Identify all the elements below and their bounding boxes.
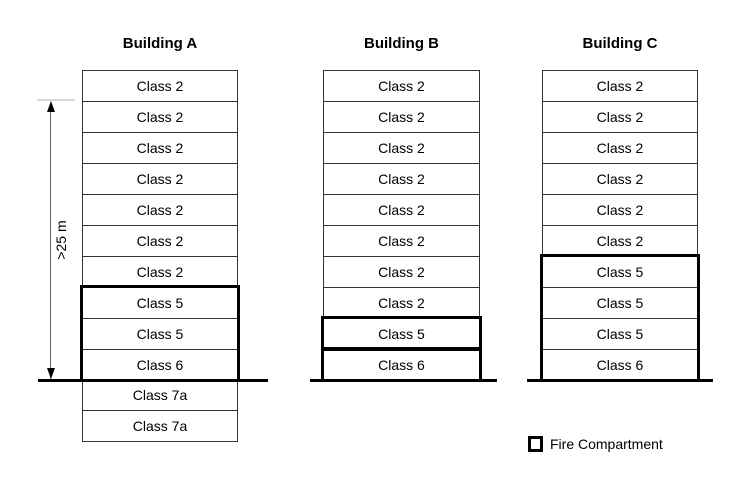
floor-label: Class 2 xyxy=(596,140,644,156)
floor-row xyxy=(324,195,479,226)
legend-label: Fire Compartment xyxy=(550,436,663,452)
floor-label: Class 2 xyxy=(136,171,184,187)
floor-label: Class 2 xyxy=(136,78,184,94)
floor-label: Class 5 xyxy=(136,326,184,342)
building-b-floor-stack xyxy=(323,70,480,380)
floor-label: Class 7a xyxy=(132,418,188,434)
floor-row xyxy=(324,288,479,319)
floor-row xyxy=(543,288,697,319)
floor-row xyxy=(324,164,479,195)
dimension-tick xyxy=(37,99,75,101)
floor-label: Class 2 xyxy=(596,109,644,125)
floor-row xyxy=(324,350,479,381)
floor-label: Class 2 xyxy=(136,109,184,125)
floor-label: Class 2 xyxy=(596,233,644,249)
ground-line-c xyxy=(527,379,713,382)
floor-row xyxy=(324,319,479,350)
ground-line-b xyxy=(310,379,497,382)
floor-row xyxy=(83,257,237,288)
floor-row xyxy=(543,195,697,226)
floor-row xyxy=(543,226,697,257)
floor-row xyxy=(83,164,237,195)
floor-label: Class 2 xyxy=(596,78,644,94)
floor-row xyxy=(543,164,697,195)
floor-label: Class 2 xyxy=(378,233,425,249)
floor-label: Class 7a xyxy=(132,387,188,403)
building-title-c: Building C xyxy=(582,35,658,52)
floor-row xyxy=(543,71,697,102)
floor-label: Class 2 xyxy=(378,171,425,187)
floor-row xyxy=(543,319,697,350)
floor-row xyxy=(83,350,237,381)
floor-row xyxy=(324,257,479,288)
floor-label: Class 2 xyxy=(378,78,425,94)
floor-label: Class 2 xyxy=(378,109,425,125)
floor-row xyxy=(543,133,697,164)
ground-line-a xyxy=(38,379,268,382)
floor-label: Class 5 xyxy=(378,326,425,342)
dimension-label: >25 m xyxy=(53,220,69,260)
floor-label: Class 2 xyxy=(378,140,425,156)
floor-row xyxy=(83,288,237,319)
floor-row xyxy=(83,102,237,133)
basement-floor-row xyxy=(83,411,237,442)
dimension-arrow-up-icon xyxy=(47,101,55,112)
floor-label: Class 2 xyxy=(596,202,644,218)
floor-label: Class 6 xyxy=(136,357,184,373)
floor-row xyxy=(324,133,479,164)
floor-row xyxy=(83,71,237,102)
floor-label: Class 6 xyxy=(596,357,644,373)
floor-row xyxy=(543,257,697,288)
floor-label: Class 2 xyxy=(596,171,644,187)
floor-row xyxy=(83,226,237,257)
building-c-floor-stack xyxy=(542,70,698,380)
floor-row xyxy=(543,102,697,133)
dimension-arrow-down-icon xyxy=(47,368,55,379)
floor-label: Class 2 xyxy=(378,295,425,311)
floor-row xyxy=(83,133,237,164)
floor-label: Class 2 xyxy=(378,264,425,280)
floor-row xyxy=(543,350,697,381)
basement-floor-row xyxy=(83,380,237,411)
floor-label: Class 2 xyxy=(378,202,425,218)
floor-row xyxy=(83,195,237,226)
building-title-a: Building A xyxy=(122,35,198,52)
floor-label: Class 2 xyxy=(136,264,184,280)
floor-row xyxy=(83,319,237,350)
floor-label: Class 5 xyxy=(136,295,184,311)
floor-row xyxy=(324,102,479,133)
floor-label: Class 2 xyxy=(136,202,184,218)
building-a-floor-stack xyxy=(82,70,238,380)
floor-label: Class 5 xyxy=(596,326,644,342)
floor-label: Class 6 xyxy=(378,357,425,373)
floor-row xyxy=(324,71,479,102)
floor-label: Class 2 xyxy=(136,140,184,156)
dimension-line xyxy=(50,103,51,379)
floor-label: Class 2 xyxy=(136,233,184,249)
building-title-b: Building B xyxy=(364,35,439,52)
floor-label: Class 5 xyxy=(596,295,644,311)
fire-compartment-swatch-icon xyxy=(528,436,543,452)
building-a-basement-stack xyxy=(82,380,238,442)
floor-row xyxy=(324,226,479,257)
floor-label: Class 5 xyxy=(596,264,644,280)
